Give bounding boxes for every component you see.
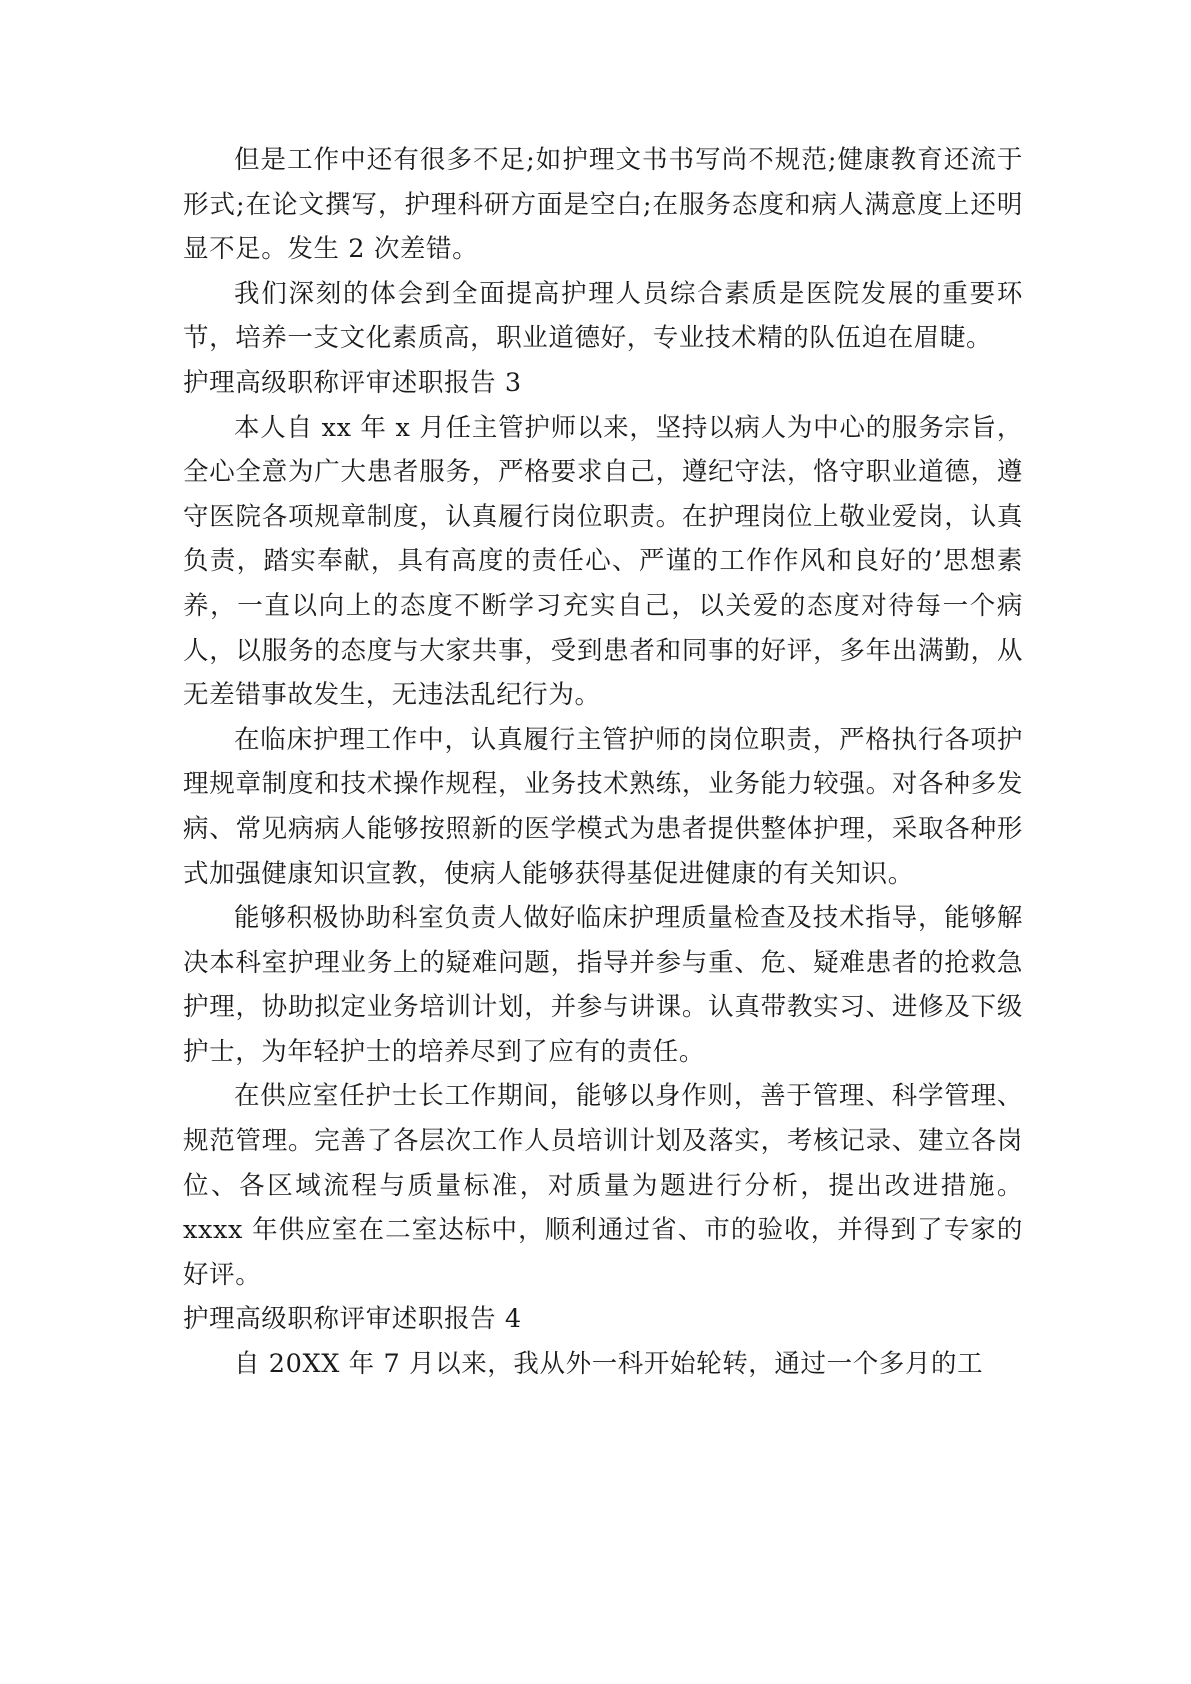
paragraph: 本人自 xx 年 x 月任主管护师以来，坚持以病人为中心的服务宗旨，全心全意为广大患者服务，严格要求自己，遵纪守法，恪守职业道德，遵守医院各项规章制度，认真履行岗位职责。在护理岗位上敬业爱岗，认真负责，踏实奉献，具有高度的责任心、严谨的工作作风和良好的’思想素养，一直以向上的态度不断学习充实自己，以关爱的态度对待每一个病人，以服务的态度与大家共事，受到患者和同事的好评，多年出满勤，从无差错事故发生，无违法乱纪行为。 (183, 412, 1023, 711)
paragraph: 自 20XX 年 7 月以来，我从外一科开始轮转，通过一个多月的工 (234, 1349, 984, 1380)
paragraph: 在临床护理工作中，认真履行主管护师的岗位职责，严格执行各项护理规章制度和技术操作规程，业务技术熟练，业务能力较强。对各种多发病、常见病病人能够按照新的医学模式为患者提供整体护理，采取各种形式加强健康知识宣教，使病人能够获得基促进健康的有关知识。 (183, 724, 1023, 889)
paragraph: 我们深刻的体会到全面提高护理人员综合素质是医院发展的重要环节，培养一支文化素质高，职业道德好，专业技术精的队伍迫在眉睫。 (183, 278, 1023, 354)
paragraph: 在供应室任护士长工作期间，能够以身作则，善于管理、科学管理、规范管理。完善了各层次工作人员培训计划及落实，考核记录、建立各岗位、各区域流程与质量标准，对质量为题进行分析，提出改进措施。xxxx 年供应室在二室达标中，顺利通过省、市的验收，并得到了专家的好评。 (183, 1081, 1023, 1290)
section-heading: 护理高级职称评审述职报告 3 (183, 367, 522, 398)
document-body (183, 138, 1023, 1387)
paragraph: 能够积极协助科室负责人做好临床护理质量检查及技术指导，能够解决本科室护理业务上的疑难问题，指导并参与重、危、疑难患者的抢救急护理，协助拟定业务培训计划，并参与讲课。认真带教实习、进修及下级护士，为年轻护士的培养尽到了应有的责任。 (183, 903, 1023, 1067)
paragraph: 但是工作中还有很多不足;如护理文书书写尚不规范;健康教育还流于形式;在论文撰写，护理科研方面是空白;在服务态度和病人满意度上还明显不足。发生 2 次差错。 (183, 145, 1023, 265)
section-heading: 护理高级职称评审述职报告 4 (183, 1304, 522, 1335)
